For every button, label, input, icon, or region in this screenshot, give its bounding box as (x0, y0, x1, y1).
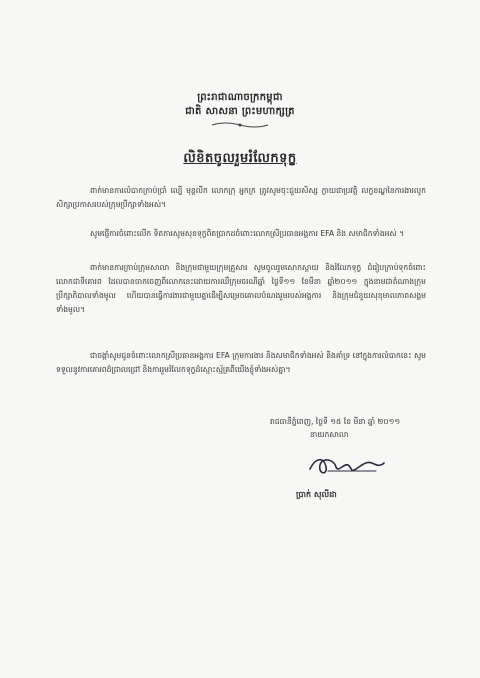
ornament-divider (210, 121, 270, 129)
dateline-block (270, 415, 440, 441)
letter-title: លិខិតចូលរួមរំលែកទុក្ខ (183, 151, 297, 166)
kingdom-heading: ព្រះរាជាណាចក្រកម្ពុជា (197, 92, 283, 103)
handwritten-signature (306, 449, 386, 479)
date-line: រាជធានីភ្នំពេញ, ថ្ងៃទី ១៥ ខែ មីនា ឆ្នាំ ២០១១ (270, 417, 401, 426)
position-title: នាយកសាលា (310, 430, 349, 439)
paragraph-3: ពាក់មានការក្រាប់ក្រុមសាលា និងក្រុមជាមួយក្រុមគ្រួសារ សូមចូលរួមសោកស្តាយ និងរំលែកទុក្ខ ជំរៀបក្រាប់ទុកចំពោះលោកជាទីគោរព ដែលបានចាកចេញពីលោកនេះដោយការឈឺក្រុមចរណីឆ្នាំ ថ្ងៃទី១១ ខែមីនា ឆ្នាំ២០១១ ក្នុងនាមជាតំណាងក្រុមប្រឹក្សាភិបាលទាំងមូល ហើយបានធ្វើការងារជាមួយគ្នាដើម្បីសម្រេចគោលបំណងរួមរបស់អង្គការ និងក្រុមជំនួយសុខុមាលភាពសង្គមទាំងមូល។ (56, 263, 426, 314)
motto-heading: ជាតិ សាសនា ព្រះមហាក្សត្រ (185, 106, 295, 117)
paragraph-2: សូមផ្ញើការចំពោះលើក ទិតការសូមសុខទុក្ខពិតប្រាកដចំពោះលោកស្រីប្រធានអង្គការ EFA និង សមាជិកទាំងអស់ ។ (90, 229, 405, 238)
paragraph-4: ជាចង្កាំសូមជូនចំពោះលោកស្រីប្រធានអង្គការ EFA ក្រុមការងារ និងសមាជិកទាំងអស់ និងគាំទ្រ នៅក្នុងការលំបាកនេះ សូមទទួលនូវការគោរពដ៏ជ្រាលជ្រៅ និងការរួមរំលែកទុក្ខដ៏ស្មោះស្ម័គ្រពីយើងខ្ញុំទាំងអស់គ្នា។ (56, 351, 426, 374)
signatory-name: ប្រាក់ សុលីដា (296, 490, 337, 499)
paragraph-1: ពាក់មានការលំបាកក្រាប់ប្រាំ ល្បើ មុន្តលីក លោកក្រុ អ្នកក្រ ត្រូវសូមចុះជួយសិស្ស ក្លាយជាប្រវត្តិ លក្ខខណ្ឌនៃការងារលូកសិក្សាប្រកាសរបស់ក្រុមប្រឹក្សាទាំងអស់។ (56, 186, 426, 209)
